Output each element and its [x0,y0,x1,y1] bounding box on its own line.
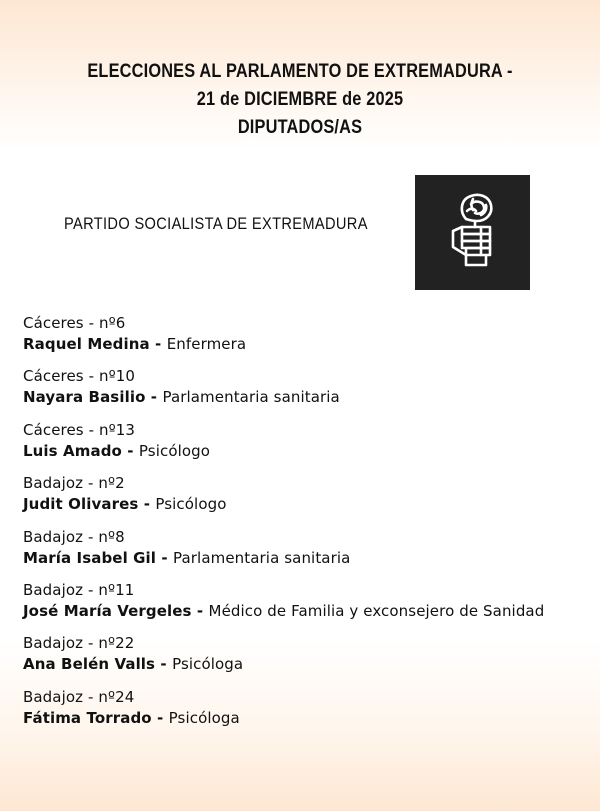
deputy-info [23,387,593,408]
deputy-role: Parlamentaria sanitaria [162,388,340,407]
name-separator: - [121,441,139,460]
deputies-list [23,313,593,740]
name-separator: - [145,388,163,407]
deputy-district: Badajoz - nº24 [23,687,135,706]
deputy-district: Badajoz - nº2 [23,474,125,493]
deputy-district: Cáceres - nº6 [23,314,126,332]
deputy-name: Judit Olivares [23,495,139,514]
deputy-name: María Isabel Gil [23,548,157,567]
deputy-entry [23,580,593,633]
deputy-info [23,654,593,675]
deputy-entry [23,687,593,740]
title-line-2: 21 de DICIEMBRE de 2025 [196,89,404,110]
deputy-name: Nayara Basilio [23,388,146,407]
deputy-role: Psicóloga [168,708,240,727]
name-separator: - [155,655,173,674]
deputy-name: Raquel Medina [23,335,150,353]
deputy-district: Cáceres - nº13 [23,420,136,439]
deputy-district: Badajoz - nº11 [23,580,135,599]
deputy-name: Luis Amado [23,441,122,460]
name-separator: - [151,708,169,727]
deputy-info [23,441,593,462]
deputy-district: Badajoz - nº8 [23,527,125,546]
deputy-entry [23,473,593,526]
deputy-name: José María Vergeles [23,601,192,620]
party-logo [415,175,530,290]
deputy-entry [23,313,593,366]
page-title [42,58,558,142]
deputy-entry [23,366,593,419]
name-separator: - [156,548,174,567]
deputy-role: Médico de Familia y exconsejero de Sanidad [208,601,545,620]
deputy-role: Psicóloga [172,655,244,674]
name-separator: - [149,335,167,353]
title-line-1: ELECCIONES AL PARLAMENTO DE EXTREMADURA - [87,61,513,82]
deputy-info [23,548,593,569]
deputy-role: Enfermera [166,335,247,353]
deputy-role: Psicólogo [155,495,227,514]
deputy-entry [23,633,593,686]
deputy-district: Cáceres - nº10 [23,367,136,386]
deputy-info [23,334,593,355]
deputy-name: Ana Belén Valls [23,655,156,674]
deputy-info [23,708,593,729]
deputy-district: Badajoz - nº22 [23,634,135,653]
deputy-info [23,601,593,622]
name-separator: - [191,601,209,620]
deputy-name: Fátima Torrado [23,708,152,727]
name-separator: - [138,495,156,514]
psoe-rose-fist-icon [415,175,530,290]
title-line-3: DIPUTADOS/AS [237,117,363,138]
deputy-role: Parlamentaria sanitaria [173,548,351,567]
deputy-role: Psicólogo [138,441,211,460]
party-name: PARTIDO SOCIALISTA DE EXTREMADURA [64,214,368,233]
deputy-entry [23,420,593,473]
deputy-entry [23,527,593,580]
deputy-info [23,494,593,515]
